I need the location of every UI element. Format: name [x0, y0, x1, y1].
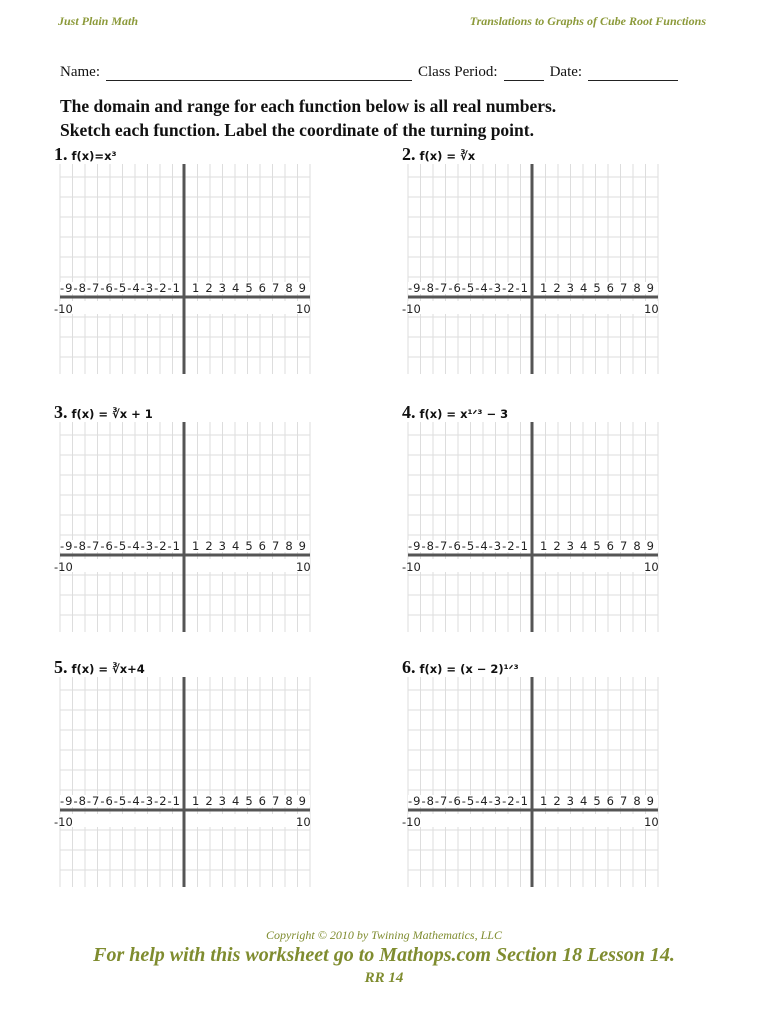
left-end-label: -10	[402, 815, 421, 829]
right-end-label: 10	[296, 815, 311, 829]
date-field[interactable]	[588, 66, 678, 81]
coordinate-grid[interactable]	[402, 164, 664, 379]
problem-4	[402, 402, 662, 642]
function-formula: f(x) = ∛x + 1	[71, 407, 153, 421]
right-end-label: 10	[644, 560, 659, 574]
coordinate-grid[interactable]	[54, 422, 316, 637]
function-formula: f(x) = ∛x	[419, 149, 476, 163]
positive-tick-labels: 1 2 3 4 5 6 7 8 9	[192, 539, 306, 553]
positive-tick-labels: 1 2 3 4 5 6 7 8 9	[540, 281, 654, 295]
right-end-label: 10	[644, 815, 659, 829]
problem-number: 2.	[402, 144, 416, 164]
coordinate-grid[interactable]	[54, 677, 316, 892]
class-period-field[interactable]	[504, 66, 544, 81]
negative-tick-labels: -9-8-7-6-5-4-3-2-1	[60, 539, 180, 553]
function-formula: f(x)=x³	[71, 149, 117, 163]
negative-tick-labels: -9-8-7-6-5-4-3-2-1	[408, 539, 528, 553]
worksheet-code: RR 14	[364, 970, 404, 986]
positive-tick-labels: 1 2 3 4 5 6 7 8 9	[192, 281, 306, 295]
right-end-label: 10	[296, 302, 311, 316]
problem-number: 1.	[54, 144, 68, 164]
problem-number: 3.	[54, 402, 68, 422]
problem-1	[54, 144, 314, 384]
negative-tick-labels: -9-8-7-6-5-4-3-2-1	[408, 281, 528, 295]
left-end-label: -10	[54, 560, 73, 574]
problem-label	[54, 657, 145, 678]
left-end-label: -10	[402, 560, 421, 574]
right-end-label: 10	[644, 302, 659, 316]
class-period-label: Class Period:	[417, 64, 498, 80]
left-end-label: -10	[402, 302, 421, 316]
function-formula: f(x) = x¹ᐟ³ − 3	[419, 407, 509, 421]
copyright: Copyright © 2010 by Twining Mathematics, LLC	[266, 928, 502, 942]
coordinate-grid[interactable]	[402, 677, 664, 892]
problem-label	[402, 144, 475, 165]
header-left: Just Plain Math	[58, 14, 139, 28]
date-label: Date:	[549, 64, 583, 80]
instruction-line-1: The domain and range for each function below is all real numbers.	[60, 96, 557, 116]
problem-3	[54, 402, 314, 642]
negative-tick-labels: -9-8-7-6-5-4-3-2-1	[60, 794, 180, 808]
problem-2	[402, 144, 662, 384]
coordinate-grid[interactable]	[402, 422, 664, 637]
problem-number: 5.	[54, 657, 68, 677]
left-end-label: -10	[54, 302, 73, 316]
problem-number: 4.	[402, 402, 416, 422]
problem-6	[402, 657, 662, 897]
left-end-label: -10	[54, 815, 73, 829]
positive-tick-labels: 1 2 3 4 5 6 7 8 9	[540, 794, 654, 808]
coordinate-grid[interactable]	[54, 164, 316, 379]
student-info-line	[60, 64, 684, 81]
problem-label	[54, 144, 117, 165]
instruction-line-2: Sketch each function. Label the coordinate of the turning point.	[60, 120, 534, 140]
negative-tick-labels: -9-8-7-6-5-4-3-2-1	[60, 281, 180, 295]
negative-tick-labels: -9-8-7-6-5-4-3-2-1	[408, 794, 528, 808]
name-field[interactable]	[106, 66, 412, 81]
function-formula: f(x) = ∛x+4	[71, 662, 145, 676]
positive-tick-labels: 1 2 3 4 5 6 7 8 9	[192, 794, 306, 808]
right-end-label: 10	[296, 560, 311, 574]
problem-label	[54, 402, 153, 423]
problem-label	[402, 402, 508, 423]
problem-5	[54, 657, 314, 897]
help-text: For help with this worksheet go to Mathops.com Section 18 Lesson 14.	[93, 944, 675, 966]
name-label: Name:	[60, 64, 100, 80]
positive-tick-labels: 1 2 3 4 5 6 7 8 9	[540, 539, 654, 553]
header-right: Translations to Graphs of Cube Root Functions	[469, 14, 706, 28]
problem-number: 6.	[402, 657, 416, 677]
function-formula: f(x) = (x − 2)¹ᐟ³	[419, 662, 519, 676]
problem-label	[402, 657, 519, 678]
